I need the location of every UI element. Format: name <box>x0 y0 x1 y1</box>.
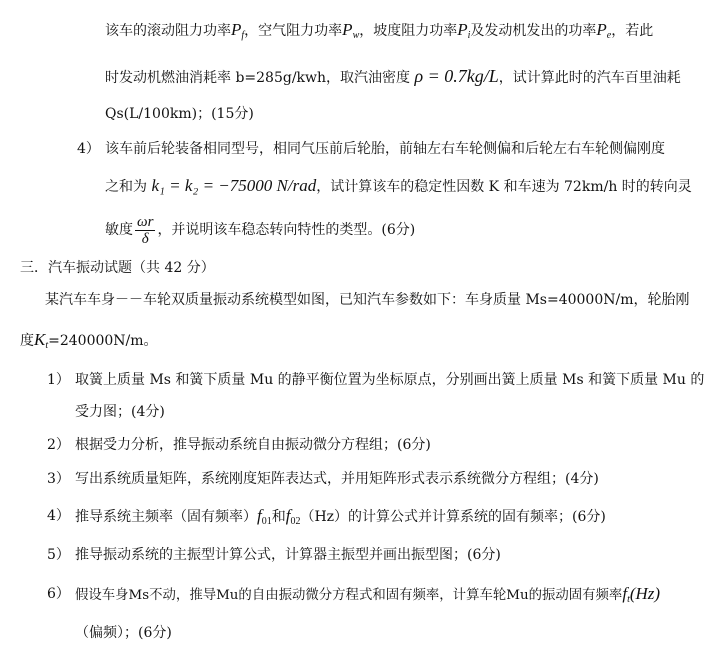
item-6-line-1: 假设车身Ms不动，推导Mu的自由振动微分方程式和固有频率，计算车轮Mu的振动固有频率$f_t(Hz)$ <box>75 584 661 605</box>
item4-line-3 <box>105 212 415 248</box>
symbol-pi: $P_i$ <box>457 20 471 41</box>
text: ，试计算该车的稳定性因数 K 和车速为 72km/h 时的转向灵 <box>316 179 692 195</box>
p1-line-3 <box>105 104 254 124</box>
item-2-number: 2） <box>47 437 70 453</box>
text: ，坡度阻力功率 <box>359 23 458 39</box>
density-formula: ρ = 0.7kg/L <box>414 66 499 86</box>
item-4-line-1: 推导系统主频率（固有频率）$f_{01}$和$f_{02}(Hz)$的计算公式并计算系统的固有频率；(6分) <box>75 506 606 527</box>
p1-line-1 <box>105 20 653 46</box>
text: 敏度 <box>105 222 133 238</box>
section3-title: 三．汽车振动试题（共 42 分） <box>20 260 215 276</box>
item-3-number: 3） <box>47 471 70 487</box>
item-1-line-2: 受力图；(4分) <box>75 404 165 420</box>
text: 该车前后轮装备相同型号，相同气压前后轮胎，前轴左右车轮侧偏和后轮左右车轮侧偏刚度 <box>105 141 665 157</box>
item-1-line-1: 取簧上质量 Ms 和簧下质量 Mu 的静平衡位置为坐标原点，分别画出簧上质量 Ms 和簧下质量 Mu 的 <box>75 372 705 388</box>
symbol-f01: $f_{01}$ <box>257 506 272 527</box>
stiffness-formula: k₁ = k₂ = −75000 N/rad <box>151 176 317 195</box>
text: 及发动机发出的功率 <box>470 23 597 39</box>
text: 时发动机燃油消耗率 b=285g/kwh，取汽油密度 <box>105 70 411 86</box>
text: ，并说明该车稳态转向特性的类型。(6分) <box>157 222 416 238</box>
item-4-number: 4） <box>47 508 70 524</box>
symbol-f02: $f_{02}$ <box>285 506 301 527</box>
item4-number: 4） <box>77 141 100 157</box>
item-2-line-1: 根据受力分析，推导振动系统自由振动微分方程组；(6分) <box>75 437 431 453</box>
item-5-number: 5） <box>47 547 70 563</box>
symbol-pw: $P_w$ <box>342 20 360 41</box>
symbol-ft: $f_t(Hz)$ <box>622 584 661 605</box>
text: =240000N/m。 <box>48 333 158 349</box>
fraction-denominator: δ <box>141 230 149 247</box>
item4-line-1 <box>105 139 665 159</box>
item-6-number: 6） <box>47 586 70 602</box>
symbol-pf: $P_f$ <box>231 20 245 41</box>
text: Qs(L/100km)；(15分) <box>105 106 254 122</box>
symbol-kt: $K_t$ <box>34 330 49 351</box>
text: ，若此 <box>611 23 654 39</box>
item-1-number: 1） <box>47 372 70 388</box>
text: ，试计算此时的汽车百里油耗 <box>498 70 681 86</box>
section3-intro-line-2 <box>20 330 158 356</box>
item-6-line-2: （偏频）；(6分) <box>75 625 172 641</box>
item4-line-2 <box>105 176 692 197</box>
item-5-line-1: 推导振动系统的主振型计算公式，计算器主振型并画出振型图；(6分) <box>75 547 501 563</box>
fraction-numerator: ωr <box>137 213 154 230</box>
text: ，空气阻力功率 <box>244 23 343 39</box>
item-3-line-1: 写出系统质量矩阵，系统刚度矩阵表达式，并用矩阵形式表示系统微分方程组；(4分) <box>75 471 599 487</box>
symbol-pe: $P_e$ <box>596 20 612 41</box>
section3-intro-line-1: 某汽车车身－－车轮双质量振动系统模型如图，已知汽车参数如下：车身质量 Ms=40000N/m，轮胎刚 <box>45 292 690 308</box>
sensitivity-fraction <box>135 214 155 247</box>
text: 该车的滚动阻力功率 <box>105 23 231 39</box>
p1-line-2 <box>105 66 681 88</box>
text: 之和为 <box>105 179 147 195</box>
text: 度 <box>20 333 34 349</box>
